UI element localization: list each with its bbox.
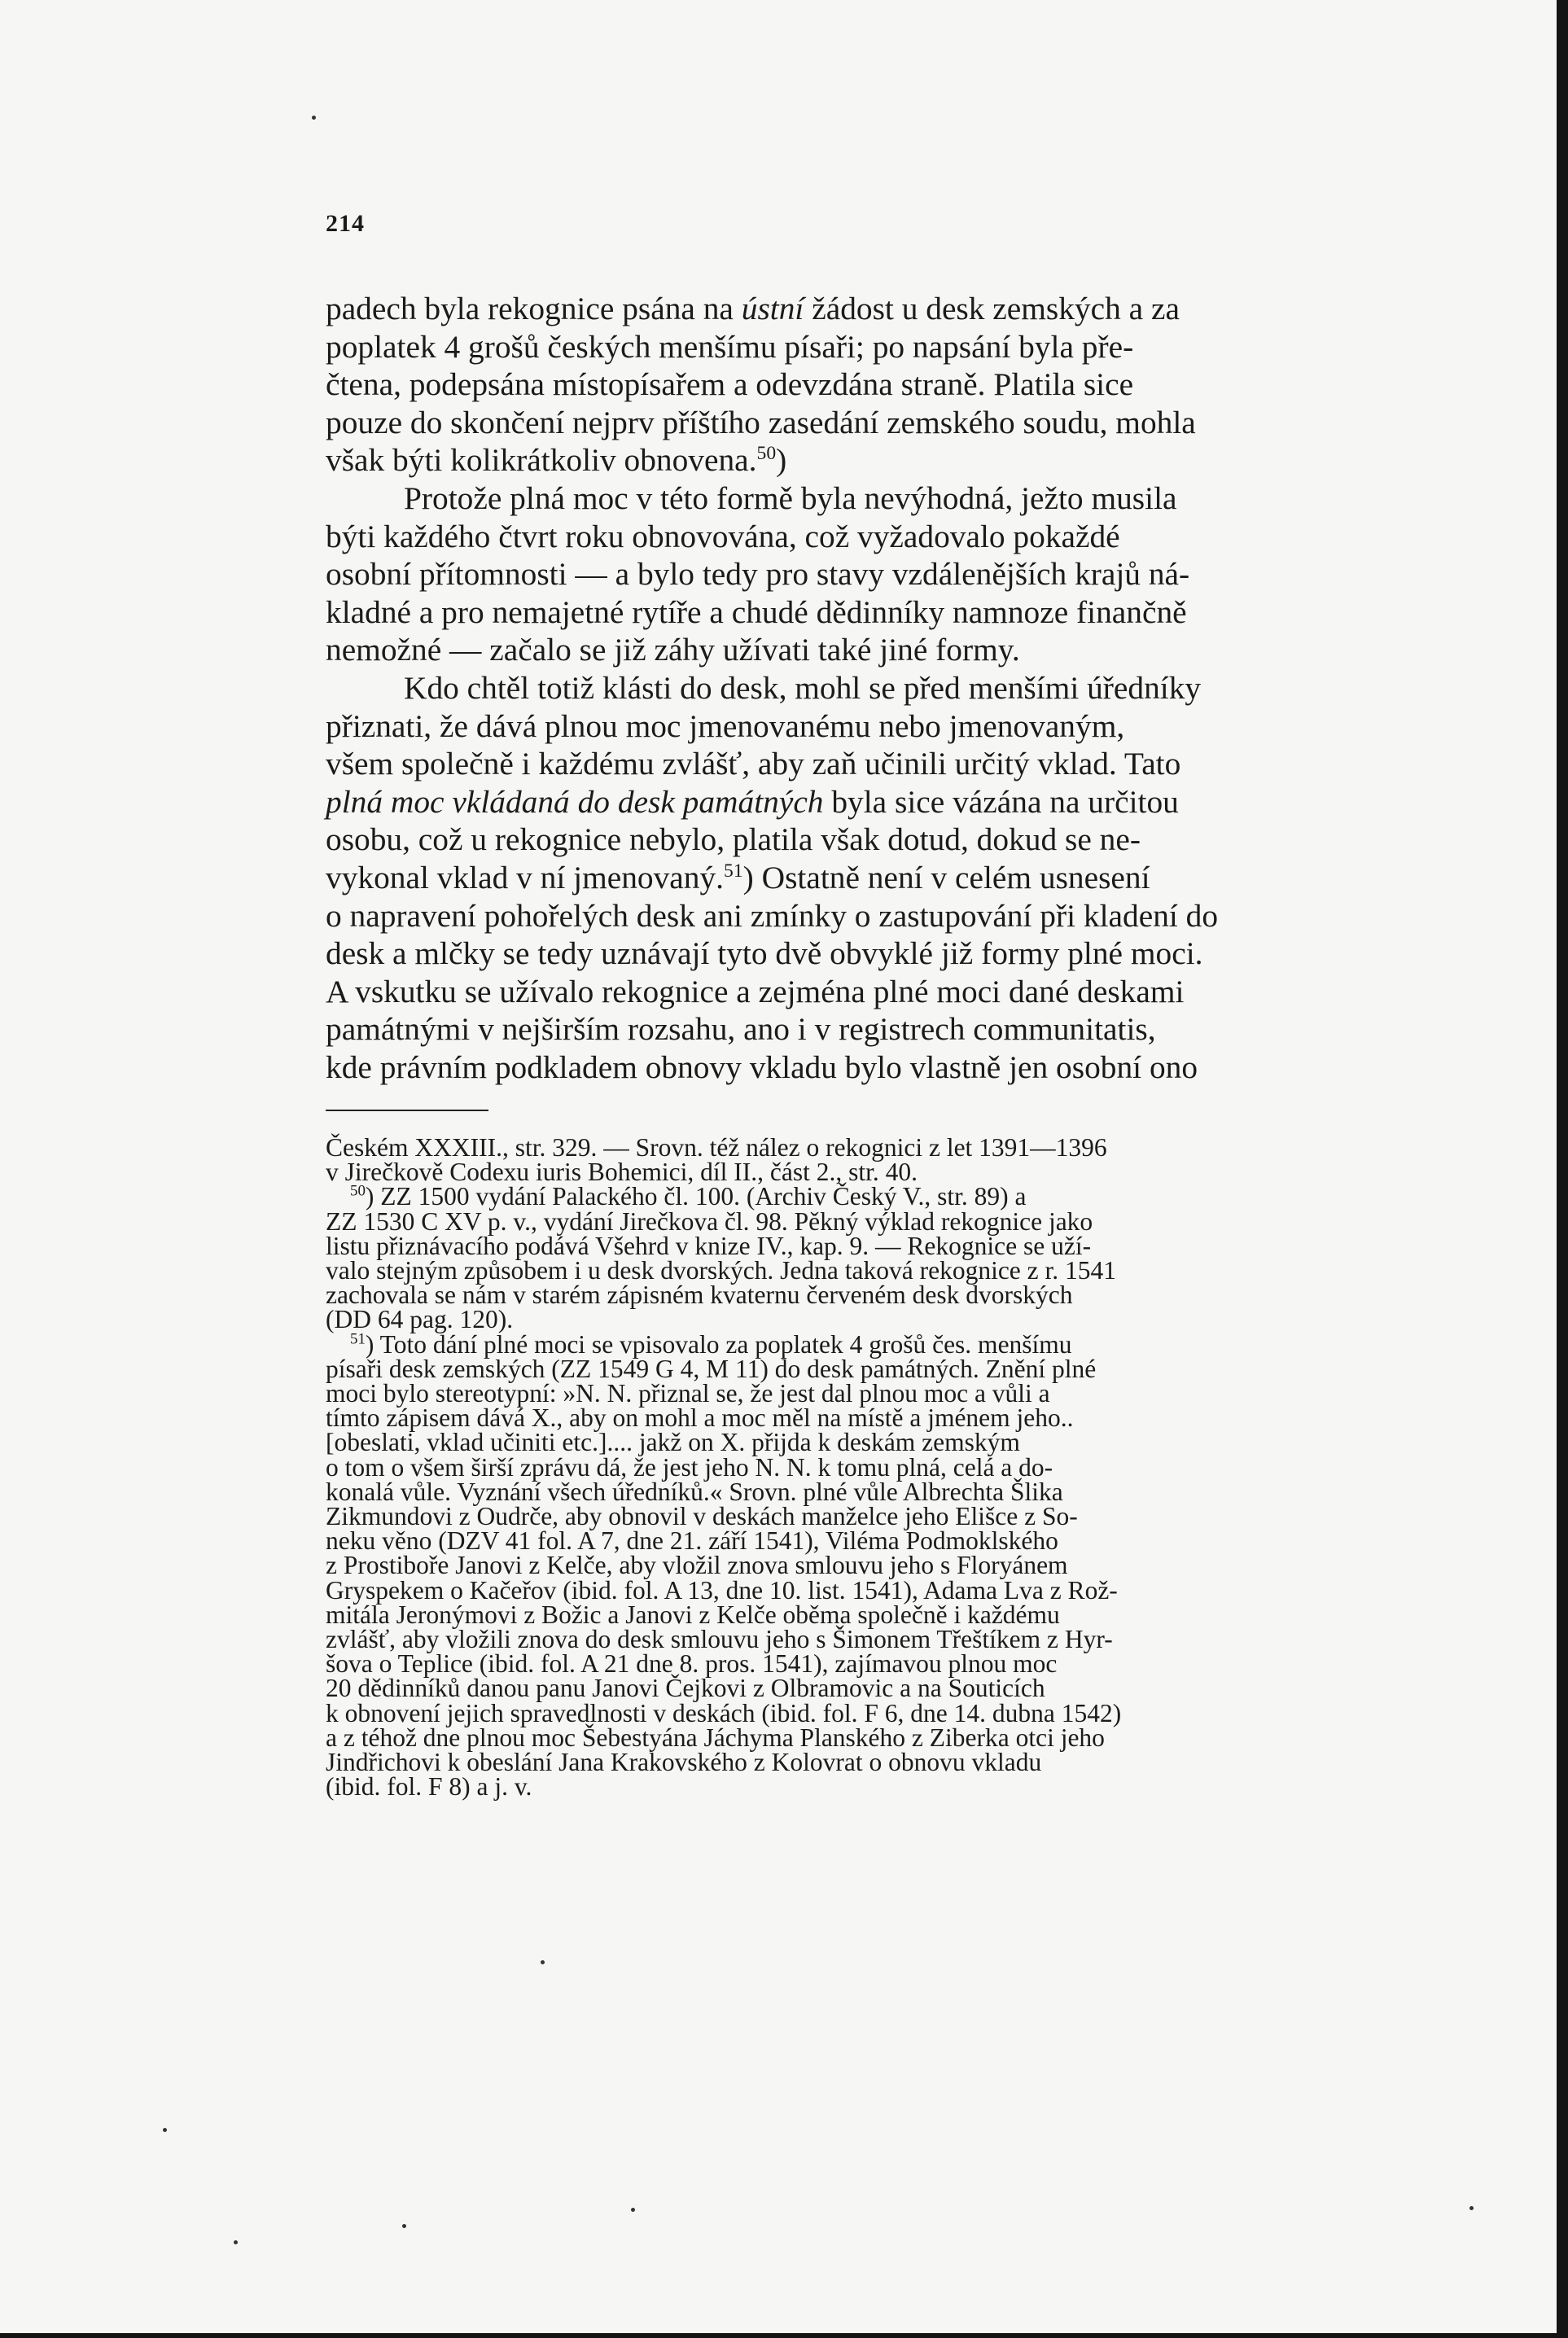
footnote-line: listu přiznávacího podává Všehrd v knize IV., kap. 9. — Rekognice se uží-	[326, 1231, 1092, 1260]
paragraph-2	[326, 479, 1431, 669]
footnote-line: a z téhož dne plnou moc Šebestyána Jáchyma Planského z Ziberka otci jeho	[326, 1723, 1105, 1752]
footnote-line: Gryspekem o Kačeřov (ibid. fol. A 13, dne 10. list. 1541), Adama Lva z Rož-	[326, 1575, 1118, 1605]
footnote-line: Zikmundovi z Oudrče, aby obnovil v deskách manželce jeho Elišce z So-	[326, 1502, 1078, 1531]
footnote-line: Českém XXXIII., str. 329. — Srovn. též nález o rekognici z let 1391—1396	[326, 1133, 1107, 1162]
scan-speck	[312, 116, 316, 120]
text-line: však býti kolikrátkoliv obnovena.$^{50}$)	[326, 442, 787, 479]
text-line: Kdo chtěl totiž klásti do desk, mohl se před menšími úředníky	[404, 669, 1202, 706]
footnote-line: k obnovení jejich spravedlnosti v deskách (ibid. fol. F 6, dne 14. dubna 1542)	[326, 1698, 1122, 1727]
footnote-line: Jindřichovi k obeslání Jana Krakovského z Kolovrat o obnovu vkladu	[326, 1748, 1042, 1777]
text-line: osobní přítomnosti — a bylo tedy pro stavy vzdálenějších krajů ná-	[326, 556, 1190, 593]
footnote-line: konalá vůle. Vyznání všech úředníků.« Srovn. plné vůle Albrechta Šlika	[326, 1477, 1063, 1506]
text-line: vykonal vklad v ní jmenovaný.$^{51}$) Ostatně není v celém usnesení	[326, 859, 1150, 895]
footnote-line: zachovala se nám v starém zápisném kvaternu červeném desk dvorských	[326, 1281, 1073, 1310]
text-line: plná moc vkládaná do desk památných byla sice vázána na určitou	[326, 783, 1179, 820]
footnote-line: $^{51}$) Toto dání plné moci se vpisovalo za poplatek 4 grošů čes. menšímu	[350, 1329, 1072, 1359]
paragraph-1	[326, 290, 1431, 479]
text-line: kladné a pro nemajetné rytíře a chudé dědinníky namnoze finančně	[326, 593, 1187, 630]
footnote-line: $^{50}$) ZZ 1500 vydání Palackého čl. 100. (Archiv Český V., str. 89) a	[350, 1182, 1027, 1211]
text-line: poplatek 4 grošů českých menšímu písaři; po napsání byla pře-	[326, 328, 1134, 365]
scan-edge-bottom	[0, 2333, 1568, 2338]
scan-speck	[541, 1960, 545, 1964]
text-line: osobu, což u rekognice nebylo, platila však dotud, dokud se ne-	[326, 821, 1141, 858]
footnote-line: (ibid. fol. F 8) a j. v.	[326, 1772, 532, 1802]
footnote-line: zvlášť, aby vložili znova do desk smlouvu jeho s Šimonem Třeštíkem z Hyr-	[326, 1625, 1113, 1654]
footnote-line: o tom o všem širší zprávu dá, že jest jeho N. N. k tomu plná, celá a do-	[326, 1452, 1053, 1482]
footnote-line: 20 dědinníků danou panu Janovi Čejkovi z Olbramovic a na Souticích	[326, 1674, 1045, 1703]
text-line: A vskutku se užívalo rekognice a zejména plné moci dané deskami	[326, 973, 1185, 1009]
text-line: čtena, podepsána místopísařem a odevzdána straně. Platila sice	[326, 366, 1134, 403]
footnote-line: ZZ 1530 C XV p. v., vydání Jirečkova čl. 98. Pěkný výklad rekognice jako	[326, 1206, 1093, 1236]
footnote-line: v Jirečkově Codexu iuris Bohemici, díl II., část 2., str. 40.	[326, 1158, 918, 1187]
footnote-line: šova o Teplice (ibid. fol. A 21 dne 8. pros. 1541), zajímavou plnou moc	[326, 1649, 1058, 1679]
text-line: přiznati, že dává plnou moc jmenovanému nebo jmenovaným,	[326, 707, 1125, 744]
page-number: 214	[326, 210, 365, 237]
text-line: památnými v nejširším rozsahu, ano i v registrech communitatis,	[326, 1011, 1156, 1048]
footnote-line: (DD 64 pag. 120).	[326, 1305, 514, 1334]
footnote-line: moci bylo stereotypní: »N. N. přiznal se, že jest dal plnou moc a vůli a	[326, 1379, 1050, 1408]
scan-speck	[163, 2128, 167, 2132]
footnotes	[326, 1133, 1431, 1802]
text-line: všem společně i každému zvlášť, aby zaň učinili určitý vklad. Tato	[326, 746, 1181, 782]
text-line: padech byla rekognice psána na ústní žádost u desk zemských a za	[326, 291, 1180, 326]
footnote-line: [obeslati, vklad učiniti etc.].... jakž on X. přijda k deskám zemským	[326, 1428, 1020, 1457]
footnote-line: neku věno (DZV 41 fol. A 7, dne 21. září 1541), Viléma Podmoklského	[326, 1526, 1058, 1556]
footnote-line: valo stejným způsobem i u desk dvorských. Jedna taková rekognice z r. 1541	[326, 1256, 1117, 1285]
text-line: pouze do skončení nejprv příštího zasedání zemského soudu, mohla	[326, 404, 1196, 440]
scan-speck	[402, 2224, 406, 2228]
scan-speck	[631, 2208, 635, 2212]
footnote-line: z Prostiboře Janovi z Kelče, aby vložil znova smlouvu jeho s Floryánem	[326, 1551, 1068, 1580]
footnote-line: tímto zápisem dává X., aby on mohl a moc měl na místě a jménem jeho..	[326, 1403, 1074, 1433]
scan-speck	[234, 2240, 238, 2244]
footnote-line: písaři desk zemských (ZZ 1549 G 4, M 11) do desk památných. Znění plné	[326, 1354, 1097, 1383]
scan-speck	[1469, 2206, 1474, 2210]
text-line: Protože plná moc v této formě byla nevýhodná, ježto musila	[404, 479, 1177, 516]
text-line: o napravení pohořelých desk ani zmínky o zastupování při kladení do	[326, 897, 1219, 934]
text-line: kde právním podkladem obnovy vkladu bylo vlastně jen osobní ono	[326, 1049, 1198, 1085]
paragraph-3	[326, 669, 1431, 1087]
footnote-line: mitála Jeronýmovi z Božic a Janovi z Kelče oběma společně i každému	[326, 1600, 1060, 1629]
main-text	[326, 290, 1431, 1086]
text-line: býti každého čtvrt roku obnovována, což vyžadovalo pokaždé	[326, 518, 1120, 554]
text-line: nemožné — začalo se již záhy užívati také jiné formy.	[326, 632, 1020, 668]
text-line: desk a mlčky se tedy uznávají tyto dvě obvyklé již formy plné moci.	[326, 935, 1203, 972]
scan-edge-right	[1557, 0, 1568, 2338]
footnote-separator	[326, 1110, 488, 1111]
